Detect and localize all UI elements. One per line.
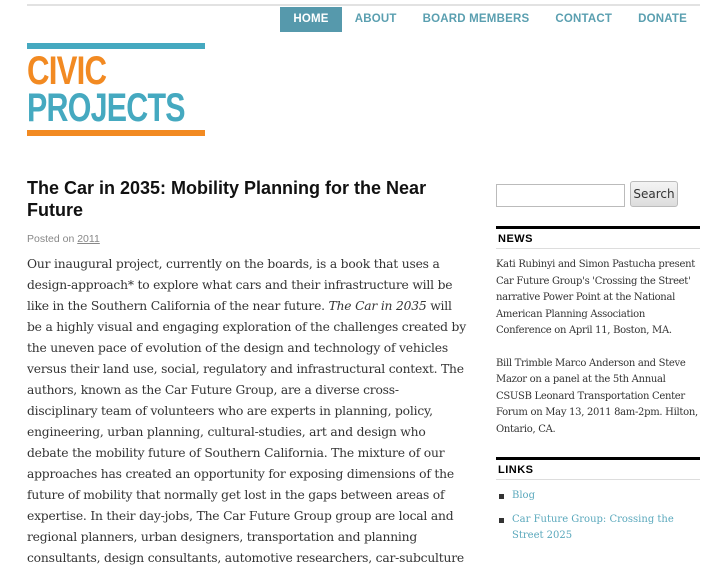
search-input[interactable] xyxy=(496,184,625,207)
post-title[interactable]: The Car in 2035: Mobility Planning for the Near Future xyxy=(27,178,427,220)
sidebar xyxy=(496,181,700,552)
links-widget xyxy=(496,488,700,544)
body-text-cont: will be a highly visual and engaging exploration of the challenges created by the uneven pace of evolution of the design and technology of vehicles versus their land use, social, regulatory and infrastructural context. The authors, known as the Car Future Group, are a diverse cross-disciplinary team of volunteers who are experts in planning, policy, engineering, urban planning, cultural-studies, art and design who debate the mobility future of Southern California. The mixture of our approaches has created an opportunity for exposing dimensions of the future of mobility that normally get lost in the gaps between areas of expertise. In their day-jobs, The Car Future Group group are local and regional planners, urban designers, transportation and planning consultants, design consultants, automotive researchers, car-subculture xyxy=(27,299,466,565)
logo-line-1: CIVIC xyxy=(27,49,107,93)
search-form xyxy=(496,181,700,207)
link-item xyxy=(496,512,700,544)
link-blog[interactable]: Blog xyxy=(512,490,535,501)
search-button[interactable]: Search xyxy=(630,181,678,207)
posted-date-link[interactable]: 2011 xyxy=(77,233,100,245)
news-item: Bill Trimble Marco Anderson and Steve Mazor on a panel at the 5th Annual CSUSB Leonard Transportation Center Forum on May 13, 2011 8am-2pm. Hilton, Ontario, CA. xyxy=(496,357,698,435)
logo-line-2: PROJECTS xyxy=(27,86,185,130)
news-item: Kati Rubinyi and Simon Pastucha present Car Future Group's 'Crossing the Street' narrative Power Point at the National American Planning Association Conference on April 11, Boston, MA. xyxy=(496,259,695,336)
nav-about[interactable]: ABOUT xyxy=(354,13,397,25)
link-item xyxy=(496,488,700,504)
post-body xyxy=(27,254,467,569)
nav-home[interactable]: HOME xyxy=(280,7,341,32)
main-nav xyxy=(280,7,700,32)
site-logo[interactable] xyxy=(27,43,205,137)
post-meta xyxy=(27,233,467,245)
links-heading: LINKS xyxy=(496,457,700,480)
news-widget xyxy=(496,257,700,438)
news-heading: NEWS xyxy=(496,226,700,249)
top-divider xyxy=(27,4,700,6)
logo-bottom-bar xyxy=(27,130,205,136)
posted-label: Posted on xyxy=(27,233,75,245)
post xyxy=(27,177,467,569)
book-title: The Car in 2035 xyxy=(328,299,427,313)
nav-contact[interactable]: CONTACT xyxy=(555,13,613,25)
nav-board-members[interactable]: BOARD MEMBERS xyxy=(422,13,530,25)
nav-donate[interactable]: DONATE xyxy=(638,13,687,25)
body-text: Our inaugural project, currently on the boards, is a book that uses a design-approach* to explore what cars and their infrastructure will be like in the Southern California of the near future. xyxy=(27,257,453,313)
link-crossing-the-street[interactable]: Car Future Group: Crossing the Street 2025 xyxy=(512,514,674,541)
